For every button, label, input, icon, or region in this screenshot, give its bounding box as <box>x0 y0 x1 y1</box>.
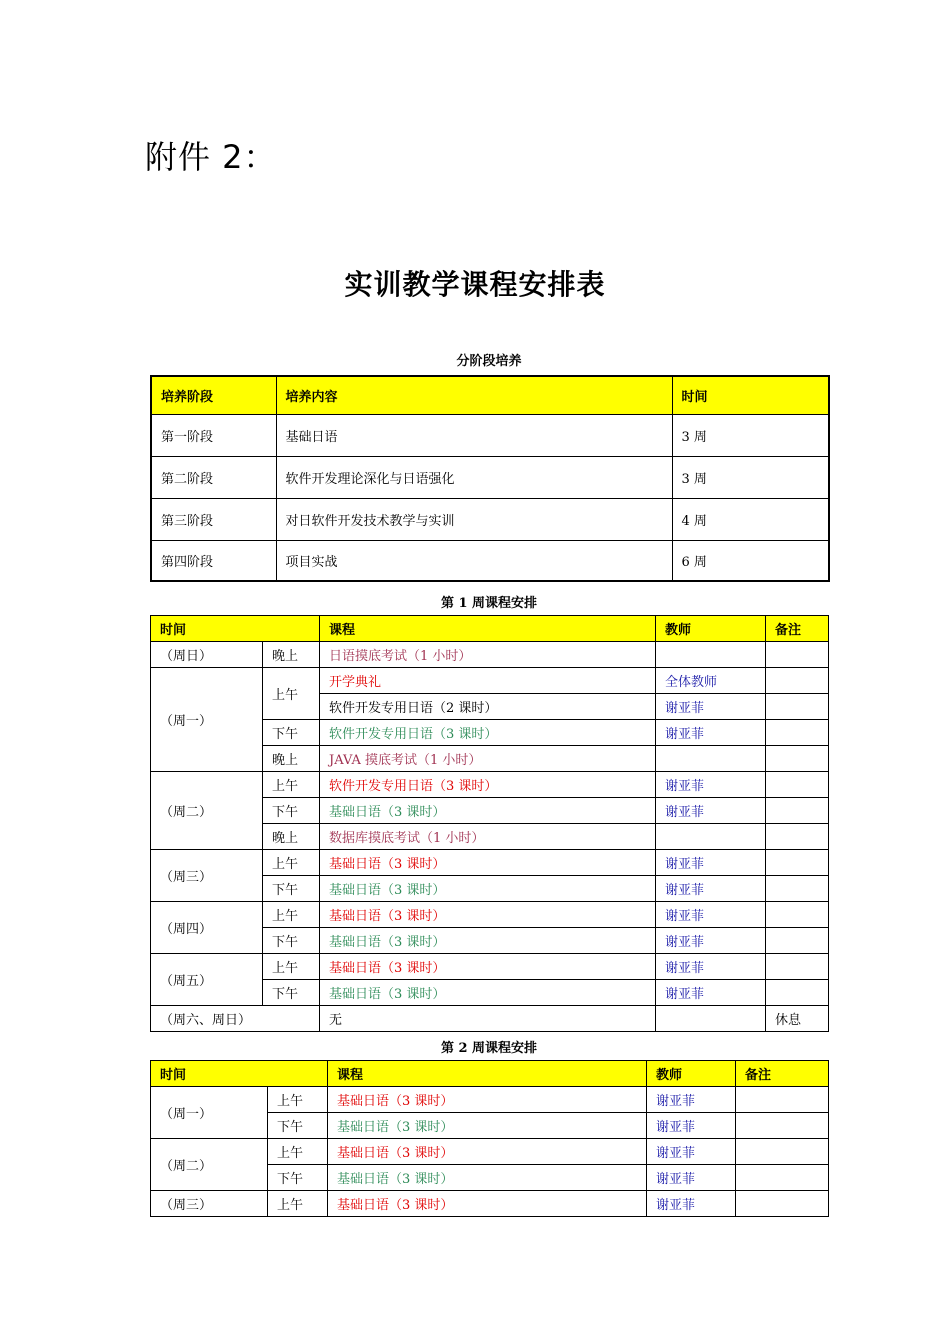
period-cell: 下午 <box>263 720 320 746</box>
course-cell: 基础日语（3 课时） <box>320 902 656 928</box>
course-cell: 软件开发专用日语（3 课时） <box>320 720 656 746</box>
header-course: 课程 <box>328 1061 647 1087</box>
teacher-cell <box>656 642 766 668</box>
course-cell: 基础日语（3 课时） <box>328 1165 647 1191</box>
table-row <box>151 772 829 798</box>
note-cell <box>766 850 829 876</box>
table-row <box>151 1006 829 1032</box>
period-cell: 下午 <box>263 980 320 1006</box>
note-cell <box>766 876 829 902</box>
stage-duration: 6 周 <box>672 540 829 581</box>
teacher-cell <box>656 824 766 850</box>
table-row <box>151 414 829 456</box>
note-cell <box>766 746 829 772</box>
teacher-cell: 谢亚菲 <box>647 1191 736 1217</box>
week1-table <box>150 615 829 1032</box>
table-row <box>151 642 829 668</box>
attachment-label: 附件 2： <box>145 138 277 176</box>
stage-content: 软件开发理论深化与日语强化 <box>276 456 672 498</box>
week1-header-row <box>151 616 829 642</box>
day-cell: （周一） <box>151 1087 268 1139</box>
stage-name: 第三阶段 <box>151 498 276 540</box>
note-cell <box>736 1087 829 1113</box>
header-note: 备注 <box>736 1061 829 1087</box>
table-row <box>151 850 829 876</box>
stages-caption: 分阶段培养 <box>456 354 522 369</box>
period-cell: 下午 <box>263 928 320 954</box>
period-cell: 下午 <box>263 876 320 902</box>
table-row <box>151 1139 829 1165</box>
course-cell: 基础日语（3 课时） <box>328 1191 647 1217</box>
course-cell: 数据库摸底考试（1 小时） <box>320 824 656 850</box>
note-cell <box>766 668 829 694</box>
course-cell: 软件开发专用日语（2 课时） <box>320 694 656 720</box>
course-cell: 基础日语（3 课时） <box>320 954 656 980</box>
table-row <box>151 1087 829 1113</box>
stage-duration: 3 周 <box>672 414 829 456</box>
day-cell: （周一） <box>151 668 263 772</box>
week2-table <box>150 1060 829 1217</box>
note-cell: 休息 <box>766 1006 829 1032</box>
teacher-cell: 谢亚菲 <box>656 772 766 798</box>
week1-caption: 第 1 周课程安排 <box>440 596 538 611</box>
note-cell <box>736 1165 829 1191</box>
note-cell <box>766 772 829 798</box>
day-cell: （周三） <box>151 1191 268 1217</box>
course-cell: 基础日语（3 课时） <box>328 1113 647 1139</box>
table-row <box>151 668 829 694</box>
table-row <box>151 498 829 540</box>
teacher-cell: 谢亚菲 <box>656 876 766 902</box>
stage-name: 第一阶段 <box>151 414 276 456</box>
page-title: 实训教学课程安排表 <box>344 268 606 301</box>
note-cell <box>766 798 829 824</box>
stage-content: 项目实战 <box>276 540 672 581</box>
teacher-cell: 谢亚菲 <box>656 954 766 980</box>
header-cell: 培养阶段 <box>151 376 276 414</box>
table-row <box>151 1191 829 1217</box>
course-cell: 基础日语（3 课时） <box>320 928 656 954</box>
course-cell: 基础日语（3 课时） <box>328 1139 647 1165</box>
header-teacher: 教师 <box>647 1061 736 1087</box>
teacher-cell: 谢亚菲 <box>647 1087 736 1113</box>
table-row <box>151 456 829 498</box>
stage-content: 基础日语 <box>276 414 672 456</box>
stage-name: 第四阶段 <box>151 540 276 581</box>
note-cell <box>766 954 829 980</box>
course-cell: 无 <box>320 1006 656 1032</box>
teacher-cell <box>656 746 766 772</box>
week2-header-row <box>151 1061 829 1087</box>
teacher-cell: 谢亚菲 <box>656 720 766 746</box>
period-cell: 上午 <box>268 1191 328 1217</box>
teacher-cell: 谢亚菲 <box>656 798 766 824</box>
course-cell: 开学典礼 <box>320 668 656 694</box>
stages-table <box>150 375 830 582</box>
period-cell: 上午 <box>268 1087 328 1113</box>
period-cell: 晚上 <box>263 642 320 668</box>
period-cell: 下午 <box>268 1165 328 1191</box>
course-cell: 基础日语（3 课时） <box>320 876 656 902</box>
period-cell: 上午 <box>268 1139 328 1165</box>
period-cell: 上午 <box>263 772 320 798</box>
course-cell: 日语摸底考试（1 小时） <box>320 642 656 668</box>
note-cell <box>766 928 829 954</box>
day-cell: （周三） <box>151 850 263 902</box>
period-cell: 上午 <box>263 850 320 876</box>
header-course: 课程 <box>320 616 656 642</box>
teacher-cell: 谢亚菲 <box>656 980 766 1006</box>
day-cell: （周四） <box>151 902 263 954</box>
period-cell: 上午 <box>263 668 320 720</box>
note-cell <box>766 902 829 928</box>
header-note: 备注 <box>766 616 829 642</box>
course-cell: JAVA 摸底考试（1 小时） <box>320 746 656 772</box>
teacher-cell: 谢亚菲 <box>647 1113 736 1139</box>
stage-duration: 3 周 <box>672 456 829 498</box>
note-cell <box>736 1191 829 1217</box>
stages-header-row <box>151 376 829 414</box>
week2-caption: 第 2 周课程安排 <box>440 1041 538 1056</box>
period-cell: 下午 <box>268 1113 328 1139</box>
table-row <box>151 954 829 980</box>
stage-name: 第二阶段 <box>151 456 276 498</box>
day-cell: （周六、周日） <box>151 1006 320 1032</box>
header-time: 时间 <box>151 616 320 642</box>
note-cell <box>736 1113 829 1139</box>
course-cell: 基础日语（3 课时） <box>320 980 656 1006</box>
note-cell <box>766 642 829 668</box>
period-cell: 上午 <box>263 954 320 980</box>
period-cell: 晚上 <box>263 824 320 850</box>
course-cell: 基础日语（3 课时） <box>320 850 656 876</box>
stage-content: 对日软件开发技术教学与实训 <box>276 498 672 540</box>
course-cell: 基础日语（3 课时） <box>328 1087 647 1113</box>
period-cell: 下午 <box>263 798 320 824</box>
stage-duration: 4 周 <box>672 498 829 540</box>
teacher-cell: 全体教师 <box>656 668 766 694</box>
header-time: 时间 <box>151 1061 328 1087</box>
day-cell: （周五） <box>151 954 263 1006</box>
period-cell: 晚上 <box>263 746 320 772</box>
teacher-cell <box>656 1006 766 1032</box>
teacher-cell: 谢亚菲 <box>656 694 766 720</box>
header-cell: 培养内容 <box>276 376 672 414</box>
note-cell <box>766 824 829 850</box>
teacher-cell: 谢亚菲 <box>647 1139 736 1165</box>
course-cell: 基础日语（3 课时） <box>320 798 656 824</box>
header-cell: 时间 <box>672 376 829 414</box>
table-row <box>151 902 829 928</box>
table-row <box>151 540 829 581</box>
teacher-cell: 谢亚菲 <box>656 902 766 928</box>
day-cell: （周日） <box>151 642 263 668</box>
teacher-cell: 谢亚菲 <box>656 928 766 954</box>
note-cell <box>736 1139 829 1165</box>
course-cell: 软件开发专用日语（3 课时） <box>320 772 656 798</box>
day-cell: （周二） <box>151 772 263 850</box>
teacher-cell: 谢亚菲 <box>656 850 766 876</box>
note-cell <box>766 980 829 1006</box>
note-cell <box>766 694 829 720</box>
day-cell: （周二） <box>151 1139 268 1191</box>
teacher-cell: 谢亚菲 <box>647 1165 736 1191</box>
header-teacher: 教师 <box>656 616 766 642</box>
period-cell: 上午 <box>263 902 320 928</box>
note-cell <box>766 720 829 746</box>
